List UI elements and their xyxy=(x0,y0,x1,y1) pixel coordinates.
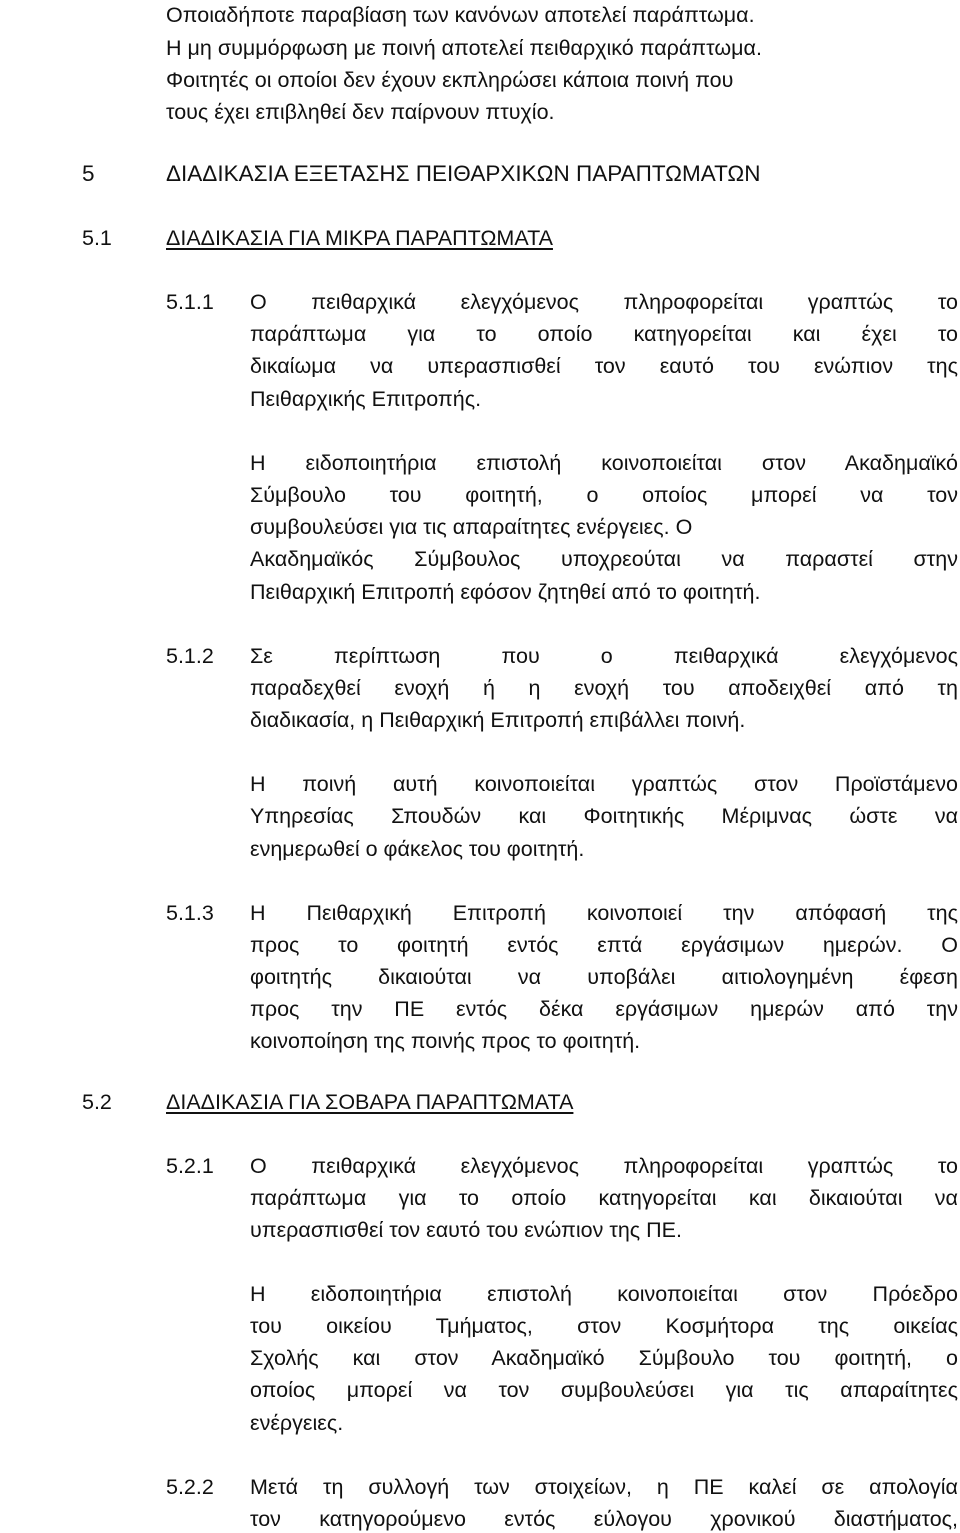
paragraph-5-1-3-number: 5.1.3 xyxy=(166,901,214,925)
paragraph-5-1-3-line-1: Η Πειθαρχική Επιτροπή κοινοποιεί την απόφασή της xyxy=(250,901,958,925)
paragraph-5-2-2-line-1: Μετά τη συλλογή των στοιχείων, η ΠΕ καλεί σε απολογία xyxy=(250,1475,958,1499)
paragraph-5-1-2-line-3: διαδικασία, η Πειθαρχική Επιτροπή επιβάλλει ποινή. xyxy=(250,708,746,732)
paragraph-5-1-1-line-2: παράπτωμα για το οποίο κατηγορείται και έχει το xyxy=(250,322,958,346)
paragraph-5-1-3-line-4: προς την ΠΕ εντός δέκα εργάσιμων ημερών από την xyxy=(250,997,958,1021)
paragraph-5-1-2b-line-1: Η ποινή αυτή κοινοποιείται γραπτώς στον Προϊστάμενο xyxy=(250,772,958,796)
paragraph-5-1-1b-line-3: συμβουλεύσει για τις απαραίτητες ενέργειες. Ο xyxy=(250,515,693,539)
paragraph-5-1-2b-line-3: ενημερωθεί ο φάκελος του φοιτητή. xyxy=(250,837,585,861)
paragraph-5-1-3-line-3: φοιτητής δικαιούται να υποβάλει αιτιολογημένη έφεση xyxy=(250,965,958,989)
paragraph-5-2-1b-line-5: ενέργειες. xyxy=(250,1411,344,1435)
paragraph-5-1-3-line-5: κοινοποίηση της ποινής προς το φοιτητή. xyxy=(250,1029,641,1053)
section-5-2-title: ΔΙΑΔΙΚΑΣΙΑ ΓΙΑ ΣΟΒΑΡΑ ΠΑΡΑΠΤΩΜΑΤΑ xyxy=(166,1090,574,1114)
section-5-2-number: 5.2 xyxy=(82,1090,112,1114)
paragraph-5-2-2-number: 5.2.2 xyxy=(166,1475,214,1499)
intro-line-2: Η μη συμμόρφωση με ποινή αποτελεί πειθαρχικό παράπτωμα. xyxy=(166,36,762,60)
intro-line-1: Οποιαδήποτε παραβίαση των κανόνων αποτελεί παράπτωμα. xyxy=(166,3,755,27)
paragraph-5-1-1-line-3: δικαίωμα να υπερασπισθεί τον εαυτό του ενώπιον της xyxy=(250,354,958,378)
paragraph-5-2-1b-line-3: Σχολής και στον Ακαδημαϊκό Σύμβουλο του φοιτητή, ο xyxy=(250,1346,958,1370)
paragraph-5-1-3-line-2: προς το φοιτητή εντός επτά εργάσιμων ημερών. Ο xyxy=(250,933,958,957)
intro-line-3: Φοιτητές οι οποίοι δεν έχουν εκπληρώσει κάποια ποινή που xyxy=(166,68,734,92)
paragraph-5-1-1b-line-5: Πειθαρχική Επιτροπή εφόσον ζητηθεί από το φοιτητή. xyxy=(250,580,761,604)
paragraph-5-2-1b-line-4: οποίος μπορεί να τον συμβουλεύσει για τις απαραίτητες xyxy=(250,1378,958,1402)
paragraph-5-2-1b-line-2: του οικείου Τμήματος, στον Κοσμήτορα της οικείας xyxy=(250,1314,958,1338)
paragraph-5-2-1-line-3: υπερασπισθεί τον εαυτό του ενώπιον της ΠΕ. xyxy=(250,1218,682,1242)
paragraph-5-2-2-line-2: τον κατηγορούμενο εντός εύλογου χρονικού διαστήματος, xyxy=(250,1507,958,1531)
paragraph-5-1-1-number: 5.1.1 xyxy=(166,290,214,314)
paragraph-5-2-1-number: 5.2.1 xyxy=(166,1154,214,1178)
paragraph-5-1-1-line-1: Ο πειθαρχικά ελεγχόμενος πληροφορείται γραπτώς το xyxy=(250,290,958,314)
section-5-number: 5 xyxy=(82,161,95,186)
paragraph-5-2-1-line-2: παράπτωμα για το οποίο κατηγορείται και δικαιούται να xyxy=(250,1186,958,1210)
paragraph-5-1-1-line-4: Πειθαρχικής Επιτροπής. xyxy=(250,387,482,411)
section-5-title: ΔΙΑΔΙΚΑΣΙΑ ΕΞΕΤΑΣΗΣ ΠΕΙΘΑΡΧΙΚΩΝ ΠΑΡΑΠΤΩΜΑΤΩΝ xyxy=(166,161,761,186)
paragraph-5-1-1b-line-2: Σύμβουλο του φοιτητή, ο οποίος μπορεί να τον xyxy=(250,483,958,507)
section-5-1-number: 5.1 xyxy=(82,226,112,250)
paragraph-5-1-2b-line-2: Υπηρεσίας Σπουδών και Φοιτητικής Μέριμνας ώστε να xyxy=(250,804,958,828)
paragraph-5-1-1b-line-4: Ακαδημαϊκός Σύμβουλος υποχρεούται να παραστεί στην xyxy=(250,547,958,571)
paragraph-5-2-1-line-1: Ο πειθαρχικά ελεγχόμενος πληροφορείται γραπτώς το xyxy=(250,1154,958,1178)
paragraph-5-1-2-line-1: Σε περίπτωση που ο πειθαρχικά ελεγχόμενος xyxy=(250,644,958,668)
paragraph-5-2-1b-line-1: Η ειδοποιητήρια επιστολή κοινοποιείται στον Πρόεδρο xyxy=(250,1282,958,1306)
paragraph-5-1-2-number: 5.1.2 xyxy=(166,644,214,668)
section-5-1-title: ΔΙΑΔΙΚΑΣΙΑ ΓΙΑ ΜΙΚΡΑ ΠΑΡΑΠΤΩΜΑΤΑ xyxy=(166,226,553,250)
paragraph-5-1-1b-line-1: Η ειδοποιητήρια επιστολή κοινοποιείται στον Ακαδημαϊκό xyxy=(250,451,958,475)
paragraph-5-1-2-line-2: παραδεχθεί ενοχή ή η ενοχή του αποδειχθεί από τη xyxy=(250,676,958,700)
intro-line-4: τους έχει επιβληθεί δεν παίρνουν πτυχίο. xyxy=(166,100,555,124)
